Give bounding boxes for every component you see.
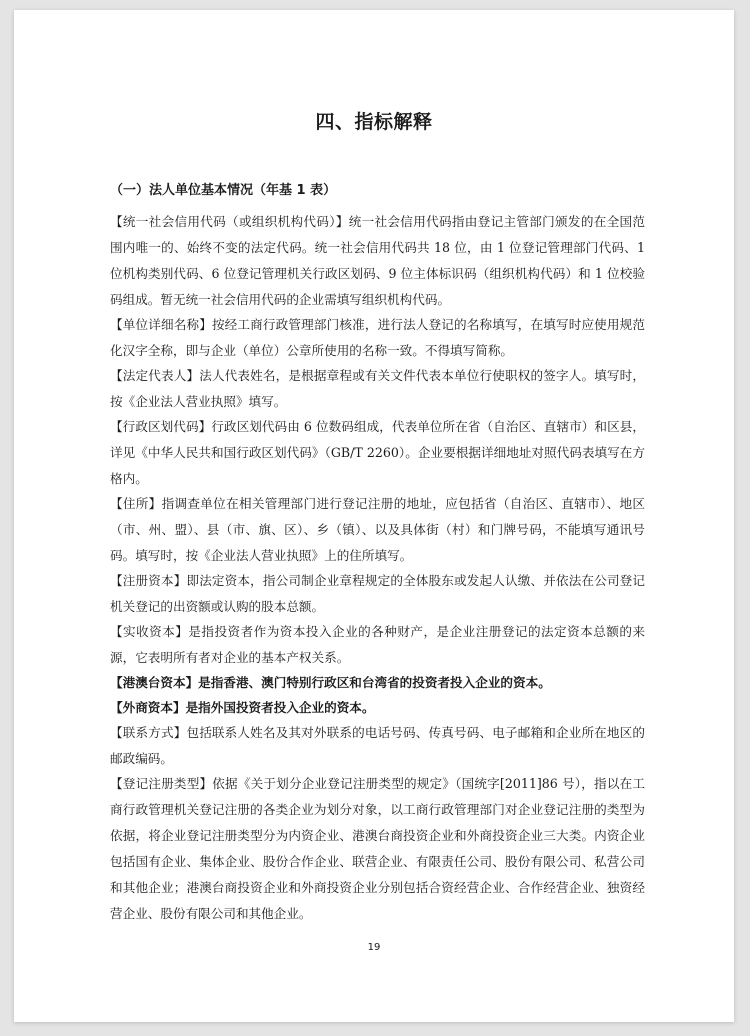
- entry-body: 是指香港、澳门特别行政区和台湾省的投资者投入企业的资本。: [198, 675, 551, 690]
- entry-body: 统一社会信用代码指由登记主管部门颁发的在全国范围内唯一的、始终不变的法定代码。统一社会信用代码共 18 位，由 1 位登记管理部门代码、1 位机构类别代码、6 位登记管理机关行政区划码、9 位主体标识码（组织机构代码）和 1 位校验码组成。暂无统一社会信用代码的企业需填写组织机构代码。: [110, 214, 646, 307]
- entry-hmt-capital: [110, 670, 645, 696]
- entry-division-code: [110, 414, 645, 492]
- entry-body: 是指投资者作为资本投入企业的各种财产，是企业注册登记的法定资本总额的来源，它表明所有者对企业的基本产权关系。: [110, 624, 646, 665]
- document-page: [14, 10, 734, 1022]
- entry-term: 【行政区划代码】: [110, 419, 212, 434]
- entry-term: 【统一社会信用代码（或组织机构代码）】: [110, 214, 349, 229]
- entry-body: 法人代表姓名，是根据章程或有关文件代表本单位行使职权的签字人。填写时，按《企业法人营业执照》填写。: [110, 368, 646, 409]
- entry-body: 包括联系人姓名及其对外联系的电话号码、传真号码、电子邮箱和企业所在地区的邮政编码。: [110, 725, 646, 766]
- entry-term: 【法定代表人】: [110, 368, 200, 383]
- entry-term: 【住所】: [110, 496, 162, 511]
- entry-contact-info: [110, 720, 645, 772]
- entry-unit-name: [110, 312, 645, 364]
- entry-term: 【港澳台资本】: [110, 675, 199, 690]
- entry-registration-type: [110, 771, 645, 927]
- entry-term: 【实收资本】: [110, 624, 189, 639]
- entry-paid-in-capital: [110, 619, 645, 671]
- page-number: 19: [367, 942, 381, 953]
- content-body: [110, 178, 645, 926]
- entry-term: 【外商资本】: [110, 700, 186, 715]
- entry-body: 即法定资本，指公司制企业章程规定的全体股东或发起人认缴、并依法在公司登记机关登记的出资额或认购的股本总额。: [110, 573, 646, 614]
- entry-domicile: [110, 491, 645, 569]
- entry-term: 【单位详细名称】: [110, 317, 212, 332]
- entry-term: 【注册资本】: [110, 573, 187, 588]
- entry-unified-credit-code: [110, 209, 645, 313]
- page-title: 四、指标解释: [315, 111, 433, 133]
- entry-body: 依据《关于划分企业登记注册类型的规定》（国统字[2011]86 号），指以在工商行政管理机关登记注册的各类企业为划分对象，以工商行政管理部门对企业登记注册的类型为依据，将企业登记注册类型分为内资企业、港澳台商投资企业和外商投资企业三大类。内资企业包括国有企业、集体企业、股份合作企业、联营企业、有限责任公司、股份有限公司、私营公司和其他企业；港澳台商投资企业和外商投资企业分别包括合资经营企业、合作经营企业、独资经营企业、股份有限公司和其他企业。: [110, 776, 645, 921]
- entry-term: 【联系方式】: [110, 725, 187, 740]
- entry-registered-capital: [110, 568, 645, 620]
- entry-legal-representative: [110, 363, 645, 415]
- entry-body: 是指外国投资者投入企业的资本。: [185, 700, 375, 715]
- entry-body: 按经工商行政管理部门核准，进行法人登记的名称填写，在填写时应使用规范化汉字全称，即与企业（单位）公章所使用的名称一致。不得填写简称。: [110, 317, 646, 358]
- entry-body: 指调查单位在相关管理部门进行登记注册的地址，应包括省（自治区、直辖市）、地区（市、州、盟）、县（市、旗、区）、乡（镇）、以及具体街（村）和门牌号码，不能填写通讯号码。填写时，按《企业法人营业执照》上的住所填写。: [110, 496, 646, 563]
- entry-foreign-capital: [110, 695, 645, 721]
- entry-body: 行政区划代码由 6 位数码组成，代表单位所在省（自治区、直辖市）和区县，详见《中华人民共和国行政区划代码》（GB/T 2260）。企业要根据详细地址对照代码表填写在方格内。: [110, 419, 645, 486]
- section-heading: （一）法人单位基本情况（年基 1 表）: [110, 183, 337, 198]
- entry-term: 【登记注册类型】: [110, 776, 213, 791]
